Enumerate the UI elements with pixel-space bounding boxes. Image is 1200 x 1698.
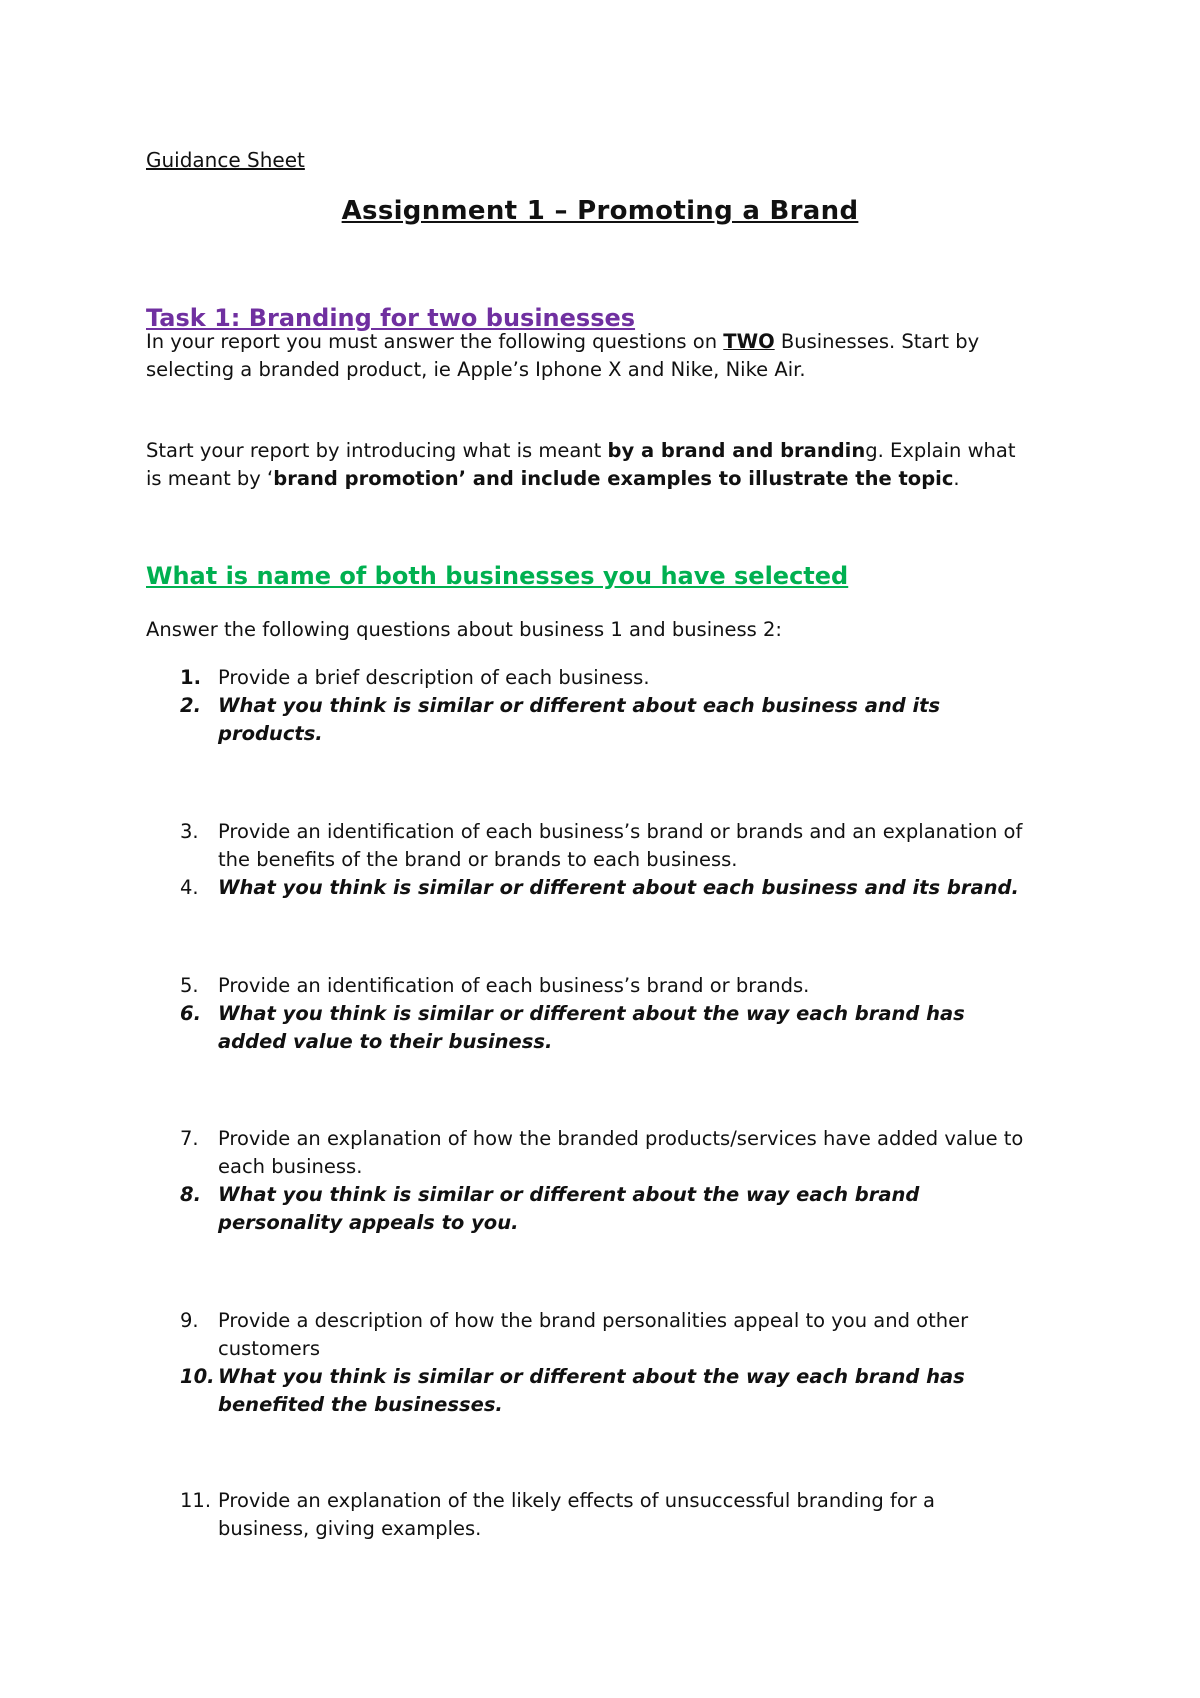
question-number: 2.: [180, 694, 201, 717]
p1-text-a: In your report you must answer the following questions on: [146, 330, 724, 353]
task1-paragraph2-line2: [146, 465, 960, 493]
question-number: 4.: [180, 876, 199, 899]
p2-text-c: is meant by ‘: [146, 467, 274, 490]
question-text: each business.: [218, 1155, 363, 1178]
question-text: business, giving examples.: [218, 1517, 482, 1540]
question-text: Provide a brief description of each business.: [218, 666, 650, 689]
p2-bold-brand: by a brand and brandin: [607, 439, 866, 462]
question-text: What you think is similar or different about each business and its: [218, 694, 941, 717]
question-number: 10.: [180, 1365, 215, 1388]
p1-two-emphasis: TWO: [723, 330, 775, 353]
p2-text-d: .: [953, 467, 960, 490]
question-text: personality appeals to you.: [218, 1211, 519, 1234]
question-number: 6.: [180, 1002, 201, 1025]
question-number: 5.: [180, 974, 199, 997]
question-text: Provide an explanation of how the branded products/services have added value to: [218, 1127, 1024, 1150]
question-number: 3.: [180, 820, 199, 843]
p2-text-b: g. Explain what: [865, 439, 1016, 462]
question-text: Provide an explanation of the likely effects of unsuccessful branding for a: [218, 1489, 935, 1512]
guidance-sheet-label: Guidance Sheet: [146, 148, 305, 172]
task1-paragraph2-line1: [146, 437, 1016, 465]
section-intro: Answer the following questions about business 1 and business 2:: [146, 618, 782, 641]
p1-text-b: Businesses. Start by: [774, 330, 980, 353]
question-number: 9.: [180, 1309, 199, 1332]
question-text: products.: [218, 722, 323, 745]
question-text: added value to their business.: [218, 1030, 553, 1053]
assignment-title: Assignment 1 – Promoting a Brand: [341, 196, 859, 226]
task1-paragraph1-line1: [146, 328, 979, 356]
p2-text-a: Start your report by introducing what is meant: [146, 439, 608, 462]
question-number: 11.: [180, 1489, 212, 1512]
question-text: benefited the businesses.: [218, 1393, 503, 1416]
task1-heading: Task 1: Branding for two businesses: [146, 304, 636, 332]
question-text: What you think is similar or different about the way each brand has: [218, 1365, 965, 1388]
question-text: Provide an identification of each business’s brand or brands.: [218, 974, 810, 997]
task1-paragraph1-line2: selecting a branded product, ie Apple’s Iphone X and Nike, Nike Air.: [146, 358, 806, 381]
question-text: What you think is similar or different about the way each brand has: [218, 1002, 965, 1025]
question-number: 8.: [180, 1183, 201, 1206]
question-text: Provide a description of how the brand personalities appeal to you and other: [218, 1309, 969, 1332]
question-number: 7.: [180, 1127, 199, 1150]
question-text: What you think is similar or different about each business and its brand.: [218, 876, 1019, 899]
question-text: customers: [218, 1337, 320, 1360]
question-text: What you think is similar or different about the way each brand: [218, 1183, 920, 1206]
question-text: Provide an identification of each business’s brand or brands and an explanation of: [218, 820, 1023, 843]
businesses-heading: What is name of both businesses you have selected: [146, 562, 849, 590]
question-number: 1.: [180, 666, 201, 689]
question-text: the benefits of the brand or brands to each business.: [218, 848, 738, 871]
p2-bold-promotion: brand promotion’ and include examples to illustrate the topic: [273, 467, 954, 490]
